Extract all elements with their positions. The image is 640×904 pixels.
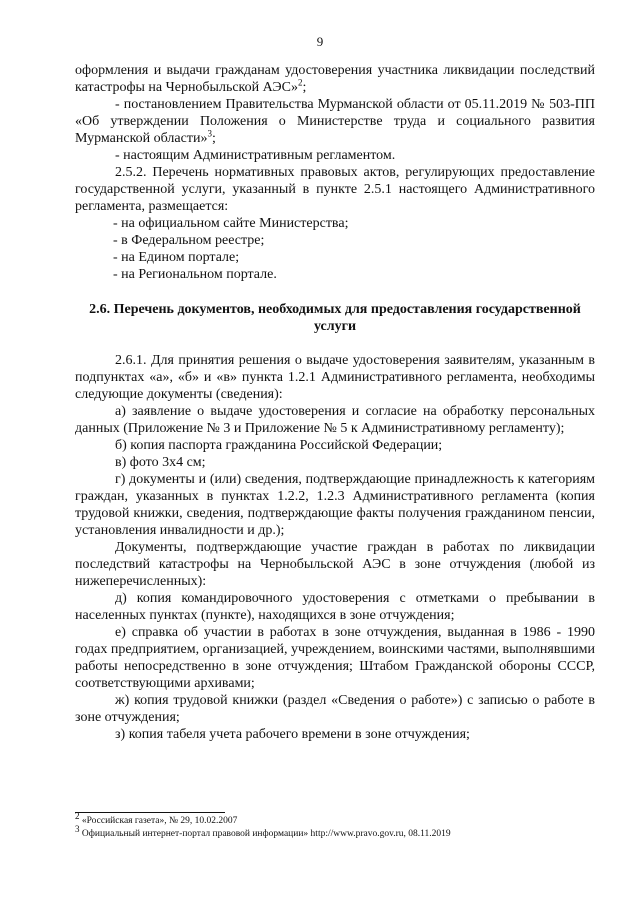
punctuation: ; [211,131,216,146]
list-item: б) копия паспорта гражданина Российской Федерации; [115,438,443,453]
document-body [75,62,595,743]
paragraph: 2.5.2. Перечень нормативных правовых актов, регулирующих предоставление государственной услуги, указанный в пункте 2.5.1 настоящего Административного регламента, размещается: [75,165,595,214]
page-number: 9 [316,34,324,49]
footnote-ref[interactable]: 2 [297,77,303,88]
paragraph [75,62,595,96]
paragraph-text: - постановлением Правительства Мурманской области от 05.11.2019 № 503-ПП «Об утверждении Положения о Министерстве труда и социального развития Мурманской области» [75,97,595,146]
list-item: - на Едином портале; [113,250,240,265]
list-item: а) заявление о выдаче удостоверения и согласие на обработку персональных данных (Приложение № 3 и Приложение № 5 к Административному регламенту); [75,404,595,436]
footnote [75,810,595,827]
punctuation: ; [302,80,307,95]
footnote-divider [75,812,225,813]
paragraph: Документы, подтверждающие участие граждан в работах по ликвидации последствий катастрофы на Чернобыльской АЭС в зоне отчуждения (любой из нижеперечисленных): [75,540,595,589]
footnote [75,823,595,840]
list-item: г) документы и (или) сведения, подтверждающие принадлежность к категориям граждан, указанных в пунктах 1.2.2, 1.2.3 Административного регламента (копия трудовой книжки, сведения, подтверждающие факты получения гражданином пенсии, установления инвалидности и др.); [75,472,595,538]
list-item: - на официальном сайте Министерства; [113,216,349,231]
footnote-text: Официальный интернет-портал правовой информации» http://www.pravo.gov.ru, 08.11.2019 [81,829,451,839]
list-item: в) фото 3х4 см; [115,455,206,470]
footnote-text: «Российская газета», № 29, 10.02.2007 [81,816,238,826]
paragraph [75,96,595,147]
list-item: е) справка об участии в работах в зоне отчуждения, выданная в 1986 - 1990 годах предприятием, организацией, учреждением, воинскими частями, выполнявшими работы непосредственно в зоне отчуждения; Штабом Гражданской обороны СССР, соответствующими архивами; [75,625,595,691]
footnote-mark: 3 [75,823,80,834]
footnote-mark: 2 [75,810,80,821]
paragraph: - настоящим Административным регламентом. [115,148,396,163]
section-heading: 2.6. Перечень документов, необходимых для предоставления государственной услуги [89,302,581,334]
list-item: д) копия командировочного удостоверения с отметками о пребывании в населенных пунктах (пункте), находящихся в зоне отчуждения; [75,591,595,623]
list-item: - в Федеральном реестре; [113,233,265,248]
list-item: ж) копия трудовой книжки (раздел «Сведения о работе») с записью о работе в зоне отчуждения; [75,693,595,725]
footnote-ref[interactable]: 3 [207,128,212,139]
paragraph: 2.6.1. Для принятия решения о выдаче удостоверения заявителям, указанным в подпунктах «а», «б» и «в» пункта 1.2.1 Административного регламента, необходимы следующие документы (сведения): [75,353,595,402]
list-item: - на Региональном портале. [113,267,277,282]
paragraph-text: оформления и выдачи гражданам удостоверения участника ликвидации последствий катастрофы на Чернобыльской АЭС» [75,63,595,95]
list-item: з) копия табеля учета рабочего времени в зоне отчуждения; [115,727,470,742]
